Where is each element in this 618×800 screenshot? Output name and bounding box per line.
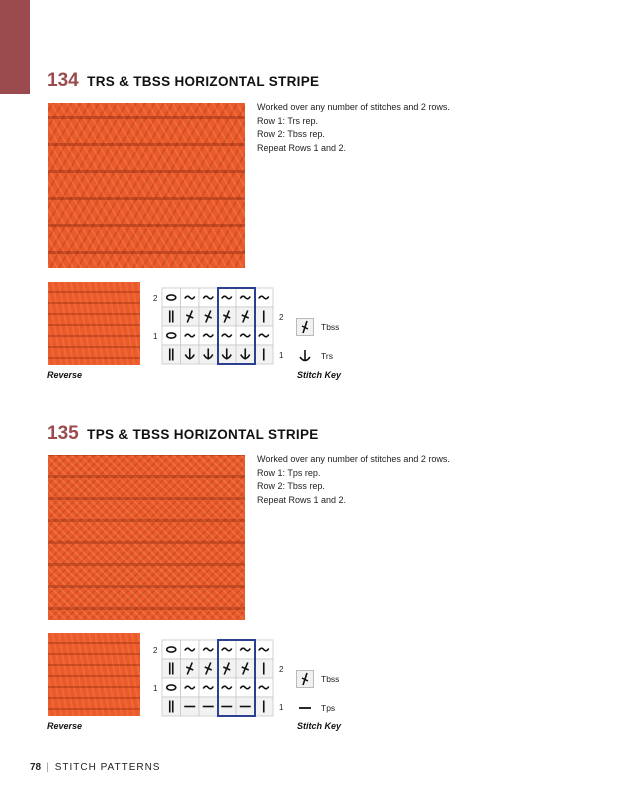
pattern-135-reverse-photo — [48, 633, 140, 716]
reverse-label: Reverse — [47, 370, 83, 380]
pattern-134-swatch-photo — [48, 103, 245, 268]
key-label: Tbss — [321, 674, 340, 684]
pattern-134-stitch-key — [296, 318, 339, 365]
key-label: Tps — [321, 703, 336, 713]
stitch-key-title: Stitch Key — [297, 370, 342, 380]
pattern-number: 134 — [47, 70, 79, 91]
instruction-line: Repeat Rows 1 and 2. — [257, 143, 347, 154]
reverse-label: Reverse — [47, 721, 83, 731]
chart-cell — [162, 288, 181, 307]
tps-symbol-icon — [296, 699, 314, 717]
pattern-134-heading — [47, 70, 319, 92]
chart-cell — [162, 678, 181, 697]
footer-separator: | — [46, 762, 50, 773]
chart-cell — [162, 659, 181, 678]
stitch-key-title: Stitch Key — [297, 721, 342, 731]
chart-row-label: 2 — [279, 665, 284, 674]
chart-row-label: 1 — [279, 703, 284, 712]
key-label: Trs — [321, 351, 333, 361]
pattern-134-reverse-photo — [48, 282, 140, 365]
chart-row-label: 2 — [279, 313, 284, 322]
pattern-135-heading — [47, 423, 319, 445]
chart-cell — [162, 307, 181, 326]
key-label: Tbss — [321, 322, 340, 332]
watermark: PassionForum.ru — [541, 786, 610, 796]
chart-cell — [162, 640, 181, 659]
section-name: STITCH PATTERNS — [54, 762, 161, 773]
pattern-number: 135 — [47, 423, 79, 444]
chart-row-label: 1 — [153, 684, 158, 693]
pattern-135-stitch-chart — [150, 639, 285, 719]
pattern-135-right-row-labels — [276, 662, 292, 718]
page-footer — [30, 762, 160, 773]
chart-row-label: 1 — [153, 332, 158, 341]
pattern-135-stitch-key — [296, 670, 339, 717]
pattern-134-stitch-chart — [150, 287, 285, 367]
pattern-title: TRS & TBSS HORIZONTAL STRIPE — [87, 74, 320, 89]
chart-row-label: 1 — [279, 351, 284, 360]
instruction-line: Row 2: Tbss rep. — [257, 481, 325, 492]
chart-cell — [162, 697, 181, 716]
pattern-title: TPS & TBSS HORIZONTAL STRIPE — [87, 427, 319, 442]
tbss-symbol-icon — [296, 318, 314, 336]
pattern-134-instructions — [257, 101, 450, 156]
chart-cell — [162, 345, 181, 364]
instruction-line: Row 1: Tps rep. — [257, 467, 321, 478]
instruction-line: Repeat Rows 1 and 2. — [257, 495, 347, 506]
instruction-line: Row 1: Trs rep. — [257, 115, 319, 126]
instruction-line: Row 2: Tbss rep. — [257, 129, 325, 140]
chart-row-label: 2 — [153, 294, 158, 303]
chart-row-label: 2 — [153, 646, 158, 655]
tbss-symbol-icon — [296, 670, 314, 688]
page-number: 78 — [30, 762, 42, 773]
trs-symbol-icon — [296, 347, 314, 365]
pattern-134-right-row-labels — [276, 310, 292, 366]
instruction-line: Worked over any number of stitches and 2 rows. — [257, 102, 450, 112]
section-color-tab — [0, 0, 30, 94]
pattern-135-instructions — [257, 453, 450, 508]
instruction-line: Worked over any number of stitches and 2 rows. — [257, 454, 450, 464]
chart-cell — [162, 326, 181, 345]
pattern-135-swatch-photo — [48, 455, 245, 620]
